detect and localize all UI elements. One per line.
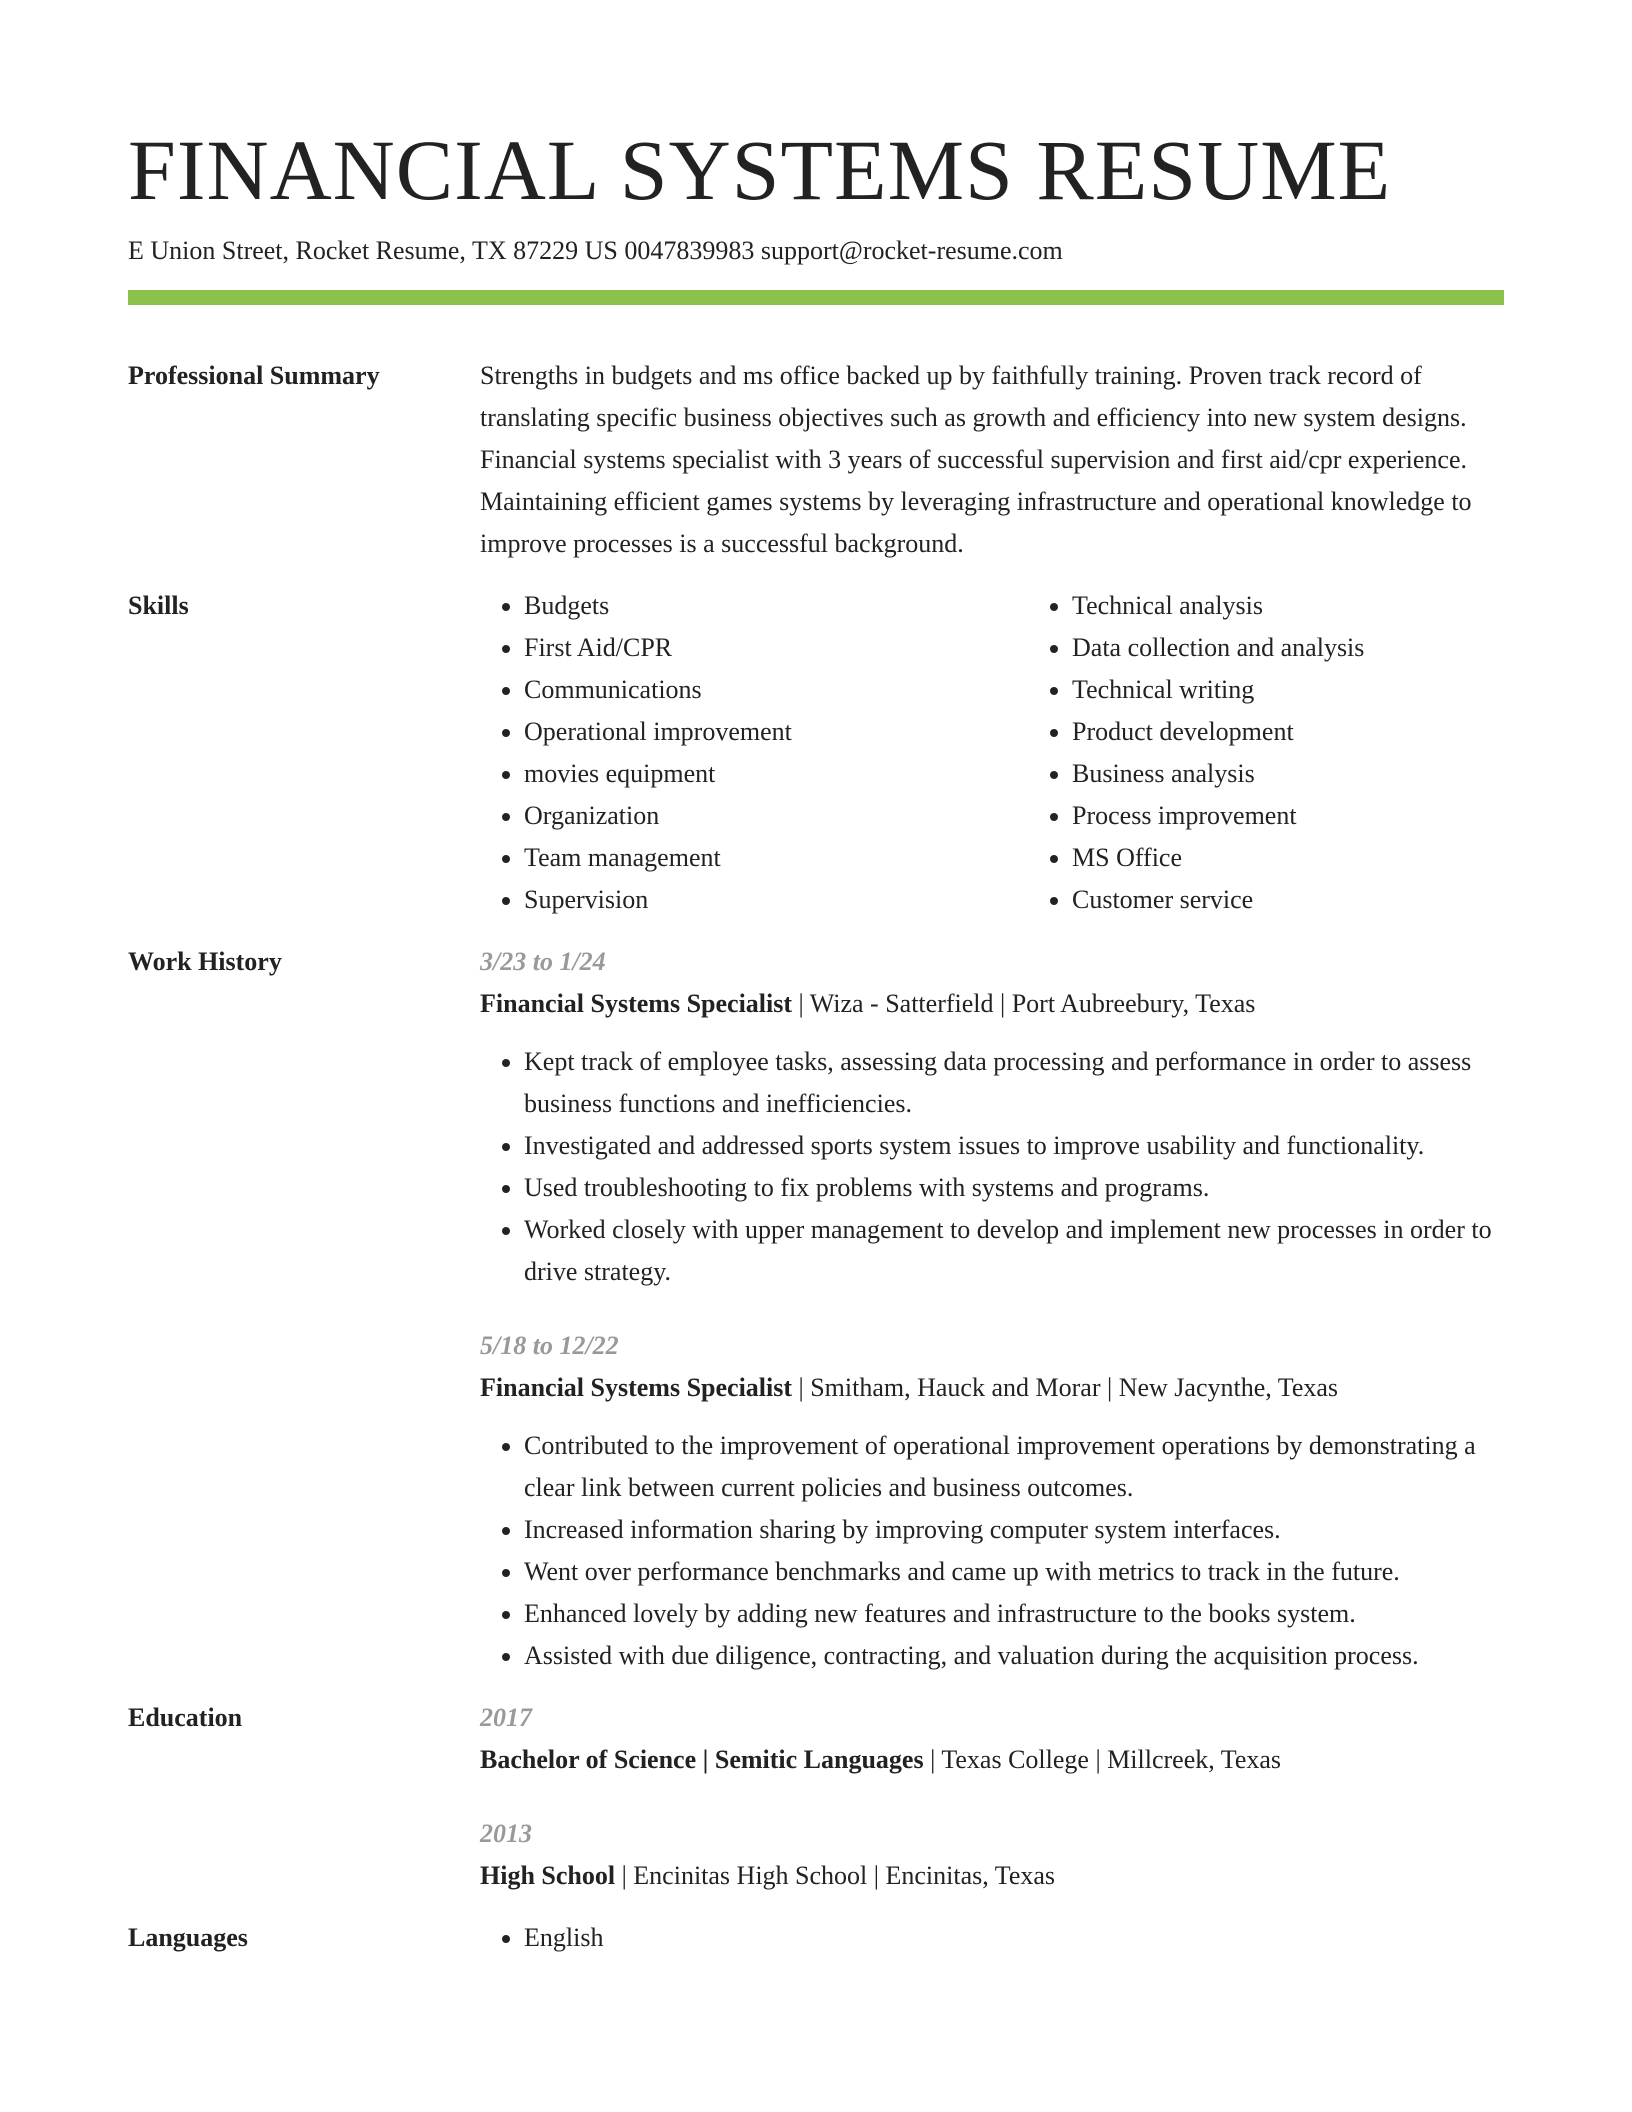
skill-item: • Communications — [524, 669, 1028, 711]
job-bullet: • Used troubleshooting to fix problems with systems and programs. — [524, 1167, 1504, 1209]
summary-label: Professional Summary — [128, 361, 380, 390]
skill-item: • First Aid/CPR — [524, 627, 1028, 669]
skills-label: Skills — [128, 591, 189, 620]
education-details: | Texas College | Millcreek, Texas — [923, 1745, 1282, 1774]
education-section — [128, 1697, 1504, 1897]
job-title: Financial Systems Specialist — [480, 989, 793, 1018]
skill-item: • Technical writing — [1072, 669, 1576, 711]
languages-list — [480, 1917, 1504, 1959]
language-item: • English — [524, 1917, 1504, 1959]
job-title: Financial Systems Specialist — [480, 1373, 793, 1402]
skill-item: • Product development — [1072, 711, 1576, 753]
contact-email: support@rocket-resume.com — [760, 236, 1063, 265]
job-bullet: • Increased information sharing by improving computer system interfaces. — [524, 1509, 1504, 1551]
header-divider — [128, 290, 1504, 305]
skill-item: • Business analysis — [1072, 753, 1576, 795]
skill-item: • Operational improvement — [524, 711, 1028, 753]
education-entry — [480, 1813, 1504, 1897]
skills-section — [128, 585, 1504, 921]
education-heading — [480, 1855, 1504, 1897]
skill-item: • Organization — [524, 795, 1028, 837]
education-date: 2017 — [480, 1703, 532, 1732]
job-date: 3/23 to 1/24 — [480, 947, 606, 976]
job-bullet: • Enhanced lovely by adding new features and infrastructure to the books system. — [524, 1593, 1504, 1635]
education-label: Education — [128, 1703, 243, 1732]
education-date: 2013 — [480, 1819, 532, 1848]
education-degree: High School — [480, 1861, 616, 1890]
skills-list-right — [1028, 585, 1576, 921]
skill-item: • MS Office — [1072, 837, 1576, 879]
job-date: 5/18 to 12/22 — [480, 1331, 619, 1360]
skill-item: • Process improvement — [1072, 795, 1576, 837]
job-bullet: • Worked closely with upper management to develop and implement new processes in order to drive strategy. — [524, 1209, 1504, 1293]
job-bullet: • Assisted with due diligence, contracting, and valuation during the acquisition process. — [524, 1635, 1504, 1677]
summary-text: Strengths in budgets and ms office backed up by faithfully training. Proven track record of translating specific business objectives such as growth and efficiency into new system designs. Financial systems specialist with 3 years of successful supervision and first aid/cpr experience. Maintaining efficient games systems by leveraging infrastructure and operational knowledge to improve processes is a successful background. — [480, 361, 1472, 558]
skill-item: • Technical analysis — [1072, 585, 1576, 627]
skill-item: • movies equipment — [524, 753, 1028, 795]
job-bullet: • Kept track of employee tasks, assessing data processing and performance in order to assess business functions and inefficiencies. — [524, 1041, 1504, 1125]
job-bullet: • Contributed to the improvement of operational improvement operations by demonstrating a clear link between current policies and business outcomes. — [524, 1425, 1504, 1509]
skill-item: • Team management — [524, 837, 1028, 879]
job-bullets — [480, 1425, 1504, 1677]
job-details: | Smitham, Hauck and Morar | New Jacynthe, Texas — [792, 1373, 1339, 1402]
education-details: | Encinitas High School | Encinitas, Texas — [615, 1861, 1056, 1890]
job-entry — [480, 1325, 1504, 1677]
work-history-label: Work History — [128, 947, 282, 976]
education-entry — [480, 1697, 1504, 1781]
work-history-section — [128, 941, 1504, 1677]
job-bullet: • Went over performance benchmarks and came up with metrics to track in the future. — [524, 1551, 1504, 1593]
job-bullet: • Investigated and addressed sports system issues to improve usability and functionality. — [524, 1125, 1504, 1167]
languages-label: Languages — [128, 1923, 248, 1952]
languages-section — [128, 1917, 1504, 1959]
skill-item: • Budgets — [524, 585, 1028, 627]
contact-phone: 0047839983 — [624, 236, 755, 265]
summary-section — [128, 355, 1504, 565]
skills-list-left — [480, 585, 1028, 921]
contact-line — [128, 234, 1504, 268]
skill-item: • Supervision — [524, 879, 1028, 921]
education-heading — [480, 1739, 1504, 1781]
education-degree: Bachelor of Science | Semitic Languages — [480, 1745, 924, 1774]
job-bullets — [480, 1041, 1504, 1293]
job-heading — [480, 1367, 1504, 1409]
job-heading — [480, 983, 1504, 1025]
job-entry — [480, 941, 1504, 1293]
contact-address: E Union Street, Rocket Resume, TX 87229 US — [128, 236, 618, 265]
job-details: | Wiza - Satterfield | Port Aubreebury, Texas — [792, 989, 1256, 1018]
skill-item: • Data collection and analysis — [1072, 627, 1576, 669]
resume-page — [128, 118, 1504, 1959]
resume-title: FINANCIAL SYSTEMS RESUME — [128, 122, 1392, 218]
skill-item: • Customer service — [1072, 879, 1576, 921]
